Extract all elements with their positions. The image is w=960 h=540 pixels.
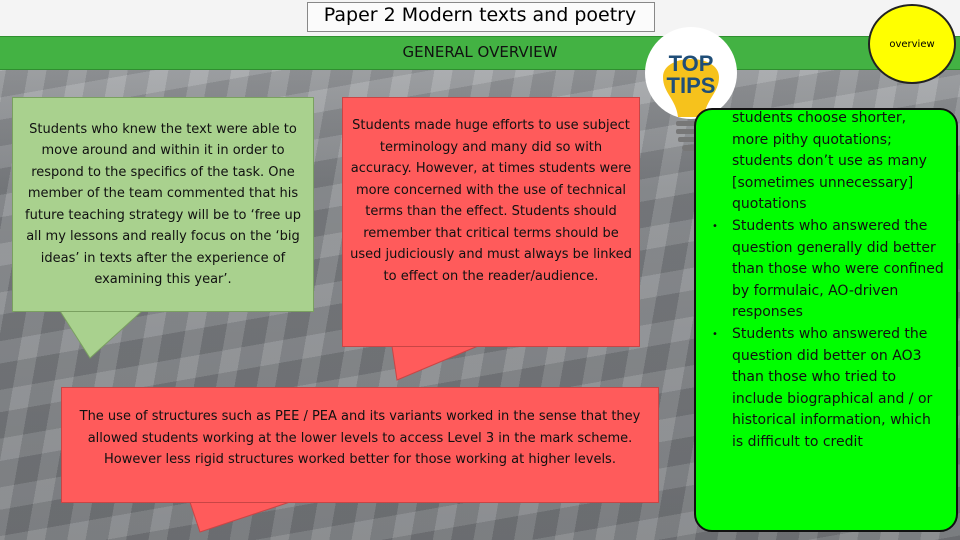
overview-label: overview (889, 38, 935, 50)
tips-bullet-text: Students who answered the question generally did better than those who were confined by formulaic, AO-driven responses (732, 217, 944, 321)
bullet-icon: • (712, 328, 718, 340)
knowledge-callout-text: Students who knew the text were able to move around and within it in order to respond to the specifics of the task. One member of the team commented that his future teaching strategy will be to ‘free up all my lessons and really focus on the ‘big ideas’ in texts after the experience of examining this year’. (25, 121, 301, 287)
tips-panel-continuation (706, 108, 946, 216)
bullet-icon: • (712, 220, 718, 232)
structures-callout-text: The use of structures such as PEE / PEA and its variants worked in the sense that they allowed students working at the lower levels to access Level 3 in the mark scheme. However less rigid structures worked better for those working at higher levels. (79, 409, 641, 467)
tips-bullet-text: Students who answered the question did better on AO3 than those who tried to include biographical and / or historical information, which is difficult to credit (732, 325, 933, 450)
banner-subtitle: GENERAL OVERVIEW (402, 43, 558, 61)
top-tips-line2: TIPS (666, 73, 716, 98)
tips-bullet (706, 324, 946, 454)
top-tips-line1: TOP (668, 51, 714, 76)
tips-panel-text (706, 108, 946, 454)
page-title: Paper 2 Modern texts and poetry (323, 4, 637, 26)
tips-continuation-text: students choose shorter, more pithy quotations; students don’t use as many [sometimes unnecessary] quotations (732, 110, 927, 213)
structures-callout-box (61, 387, 659, 503)
tips-bullet (706, 216, 946, 324)
terminology-callout-text: Students made huge efforts to use subject terminology and many did so with accuracy. However, at times students were more concerned with the use of technical terms than the effect. Students should remember that critical terms should be used judiciously and must always be linked to effect on the reader/audience. (350, 118, 632, 284)
